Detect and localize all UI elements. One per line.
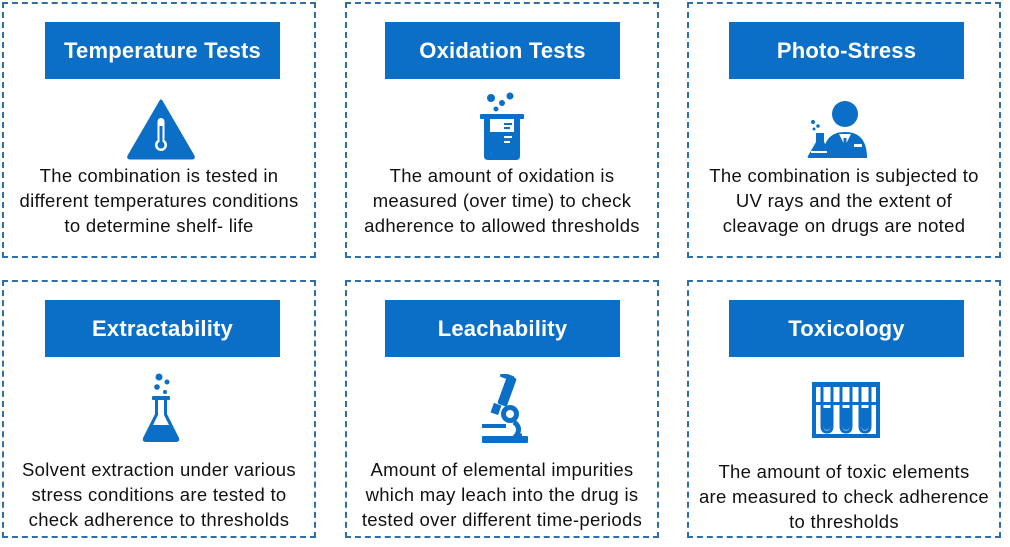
card-title: Oxidation Tests — [385, 22, 620, 79]
card-title: Toxicology — [729, 300, 964, 357]
test-tubes-icon — [809, 378, 883, 440]
beaker-icon — [470, 92, 534, 162]
card-description: The combination is tested in different temperatures conditions to determine shelf- life — [19, 165, 299, 236]
microscope-icon — [476, 372, 532, 444]
card-title: Extractability — [45, 300, 280, 357]
card-description: The amount of oxidation is measured (over time) to check adherence to allowed thresholds — [364, 165, 640, 236]
thermometer-warning-icon — [125, 96, 197, 160]
card-description: Amount of elemental impurities which may leach into the drug is tested over different time-periods — [361, 459, 643, 530]
card-title: Temperature Tests — [45, 22, 280, 79]
card-title: Leachability — [385, 300, 620, 357]
card-description: The combination is subjected to UV rays and the extent of cleavage on drugs are noted — [709, 165, 979, 236]
flask-icon — [136, 372, 186, 444]
card-description: The amount of toxic elements are measured to check adherence to thresholds — [698, 461, 990, 532]
card-description: Solvent extraction under various stress conditions are tested to check adherence to thresholds — [22, 459, 296, 530]
card-title: Photo-Stress — [729, 22, 964, 79]
scientist-icon — [805, 98, 871, 160]
